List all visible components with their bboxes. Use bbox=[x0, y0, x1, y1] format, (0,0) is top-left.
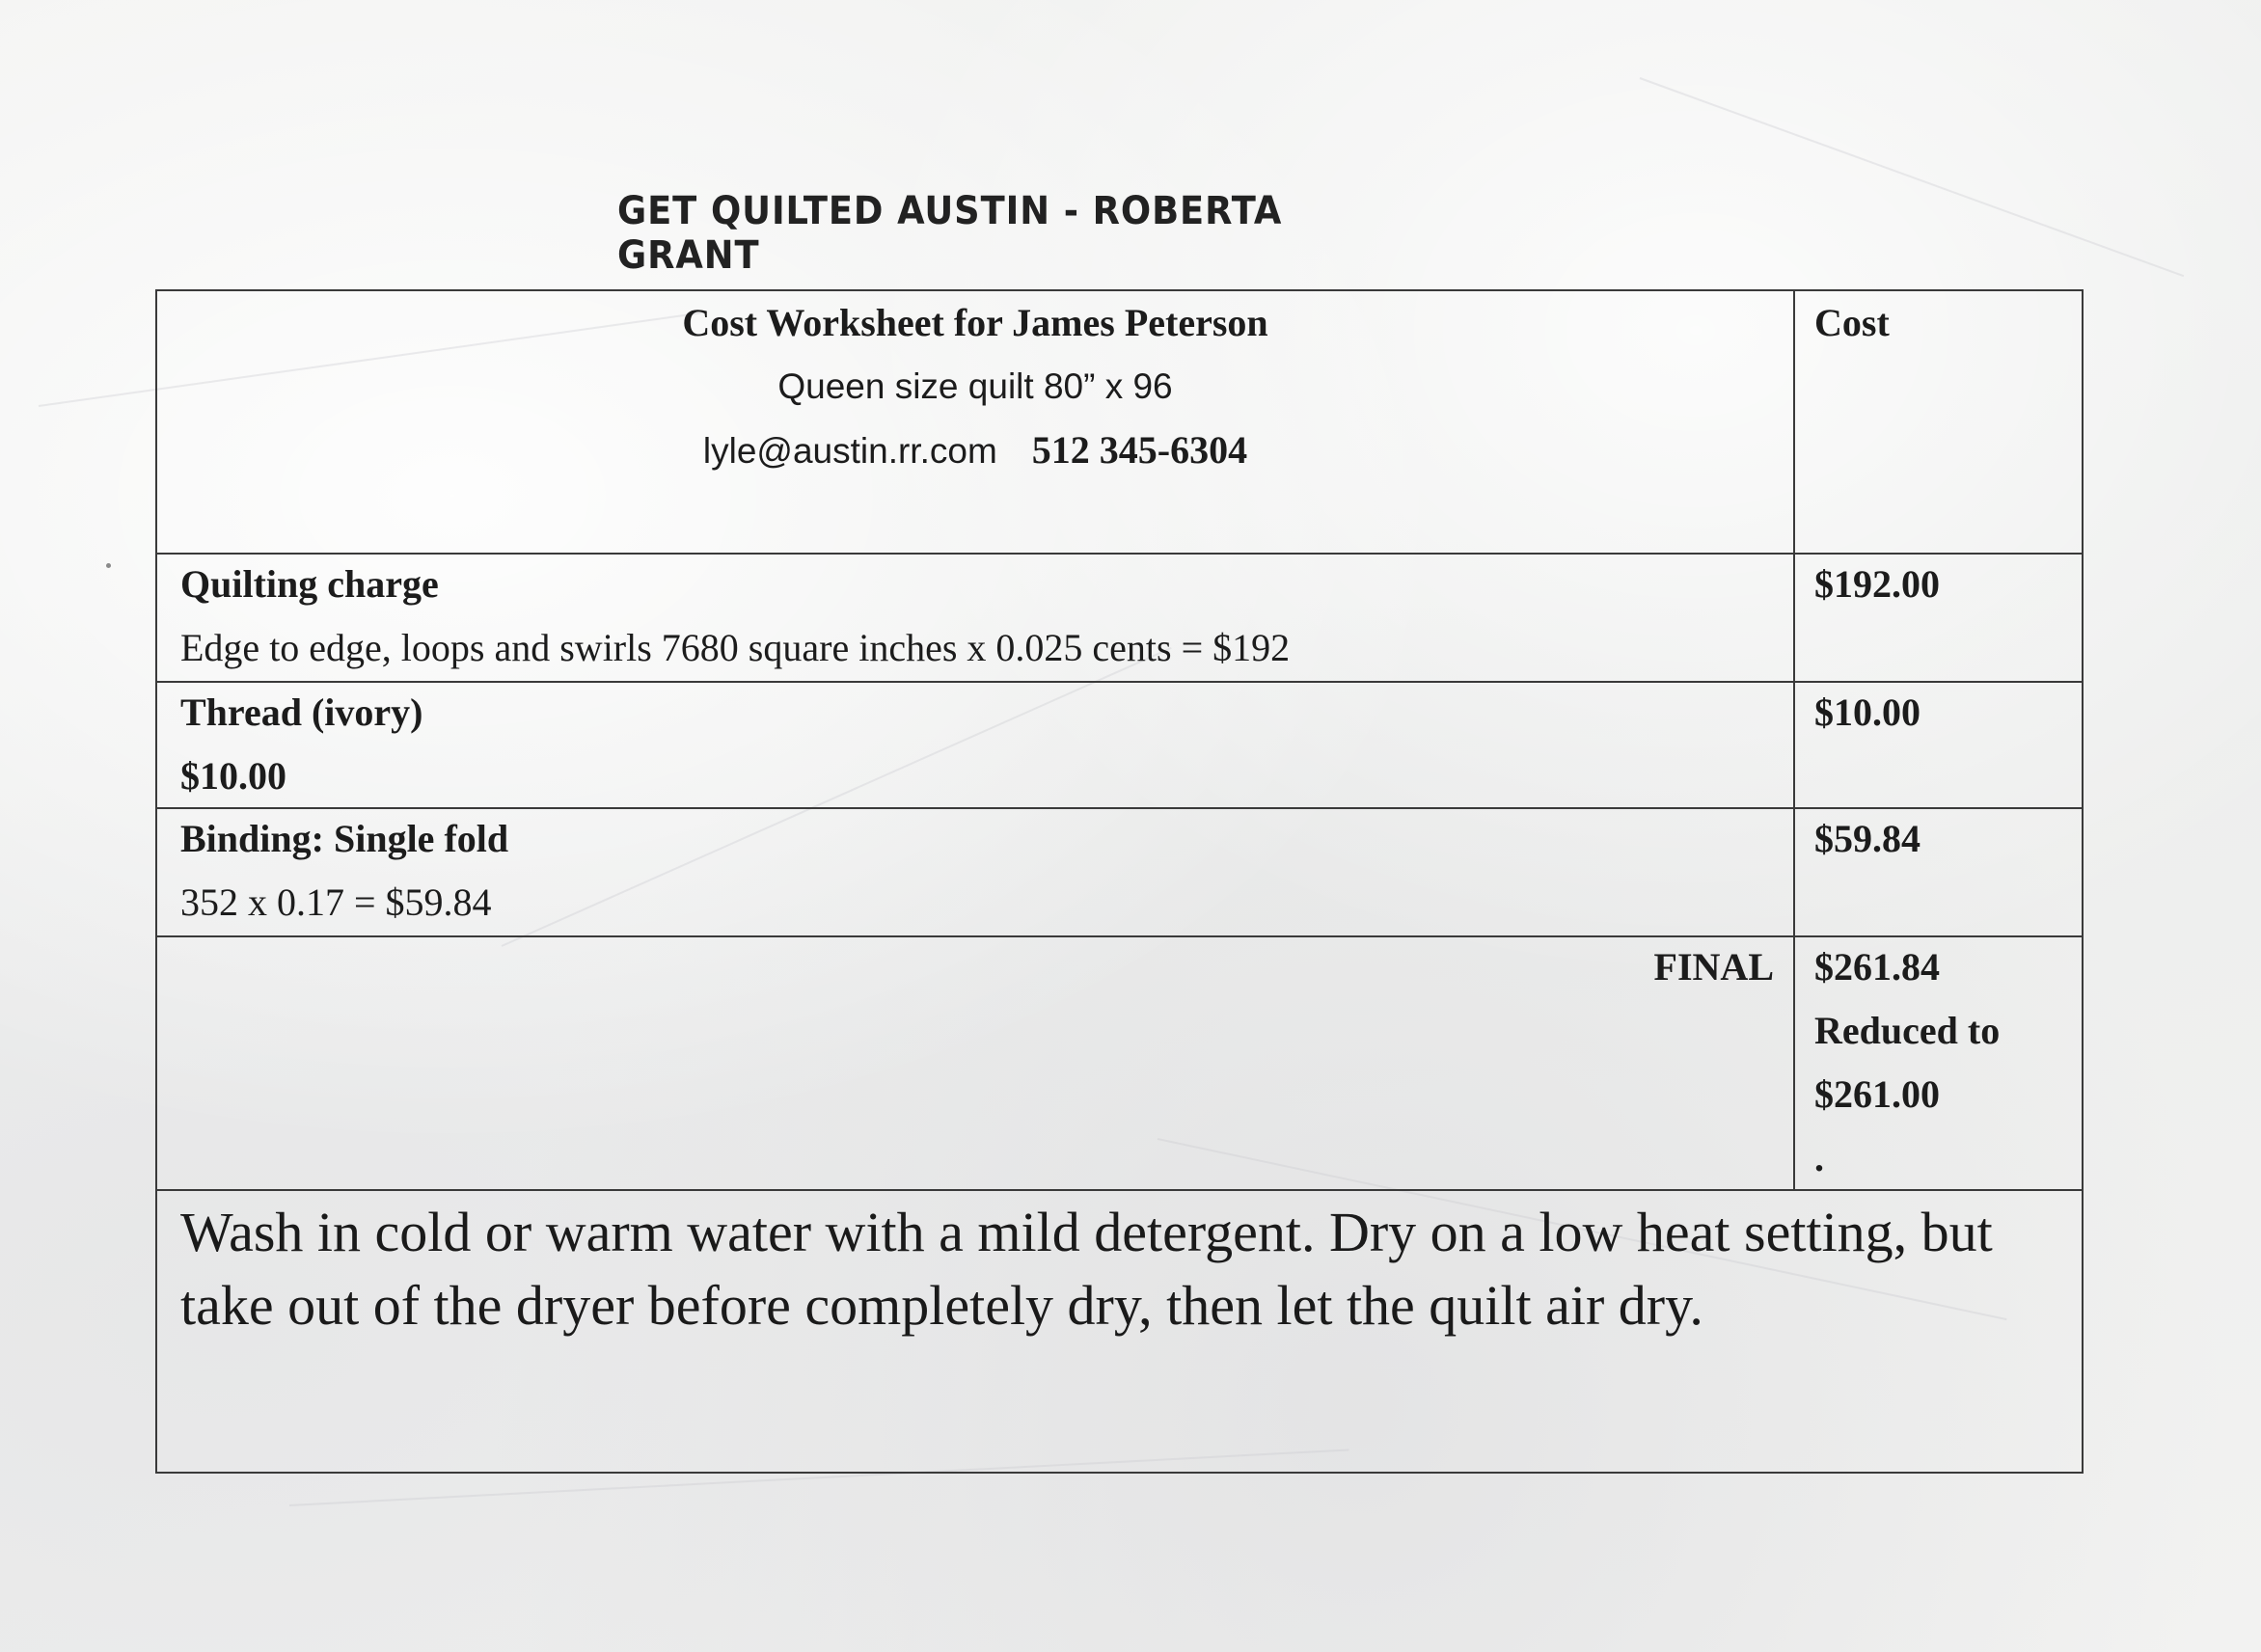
final-cost-cell bbox=[1814, 935, 2000, 1190]
row-cost: $10.00 bbox=[1814, 691, 1920, 734]
final-label: FINAL bbox=[1653, 945, 1774, 988]
header-cell bbox=[157, 291, 1793, 483]
row-detail: Edge to edge, loops and swirls 7680 square inches x 0.025 cents = $192 bbox=[180, 626, 1291, 669]
final-total: $261.84 bbox=[1814, 945, 1940, 988]
email: lyle@austin.rr.com bbox=[702, 431, 997, 471]
reduced-total: $261.00 bbox=[1814, 1072, 1940, 1116]
care-instructions: Wash in cold or warm water with a mild detergent. Dry on a low heat setting, but take out of the dryer before completely dry, then let the quilt air dry. bbox=[180, 1201, 1993, 1337]
business-title: GET QUILTED AUSTIN - ROBERTA GRANT bbox=[617, 189, 1283, 278]
row-cost-cell bbox=[1814, 807, 1920, 871]
table-row bbox=[180, 553, 1782, 680]
row-cost: $59.84 bbox=[1814, 817, 1920, 860]
table-row bbox=[180, 807, 1782, 934]
worksheet-heading: Cost Worksheet for James Peterson bbox=[682, 301, 1268, 344]
row-title: Binding: Single fold bbox=[180, 817, 509, 860]
contact-line bbox=[157, 419, 1793, 483]
paper-wrinkle bbox=[1640, 77, 2184, 277]
quilt-size: Queen size quilt 80” x 96 bbox=[777, 366, 1173, 406]
final-mark: . bbox=[1814, 1136, 1824, 1179]
row-detail: 352 x 0.17 = $59.84 bbox=[180, 880, 492, 924]
cost-worksheet-table bbox=[155, 289, 2084, 1474]
paper-speck bbox=[106, 563, 111, 568]
cost-header-cell bbox=[1814, 291, 1890, 355]
row-detail: $10.00 bbox=[180, 754, 286, 798]
final-label-cell bbox=[157, 935, 1774, 999]
row-title: Quilting charge bbox=[180, 562, 439, 606]
cost-header: Cost bbox=[1814, 301, 1890, 344]
row-title: Thread (ivory) bbox=[180, 691, 423, 734]
row-cost: $192.00 bbox=[1814, 562, 1940, 606]
row-cost-cell bbox=[1814, 553, 1940, 616]
table-column-divider bbox=[1793, 291, 1795, 1191]
reduced-label: Reduced to bbox=[1814, 1009, 2001, 1052]
row-cost-cell bbox=[1814, 681, 1920, 745]
table-row bbox=[180, 681, 1782, 808]
phone: 512 345-6304 bbox=[1031, 428, 1248, 472]
